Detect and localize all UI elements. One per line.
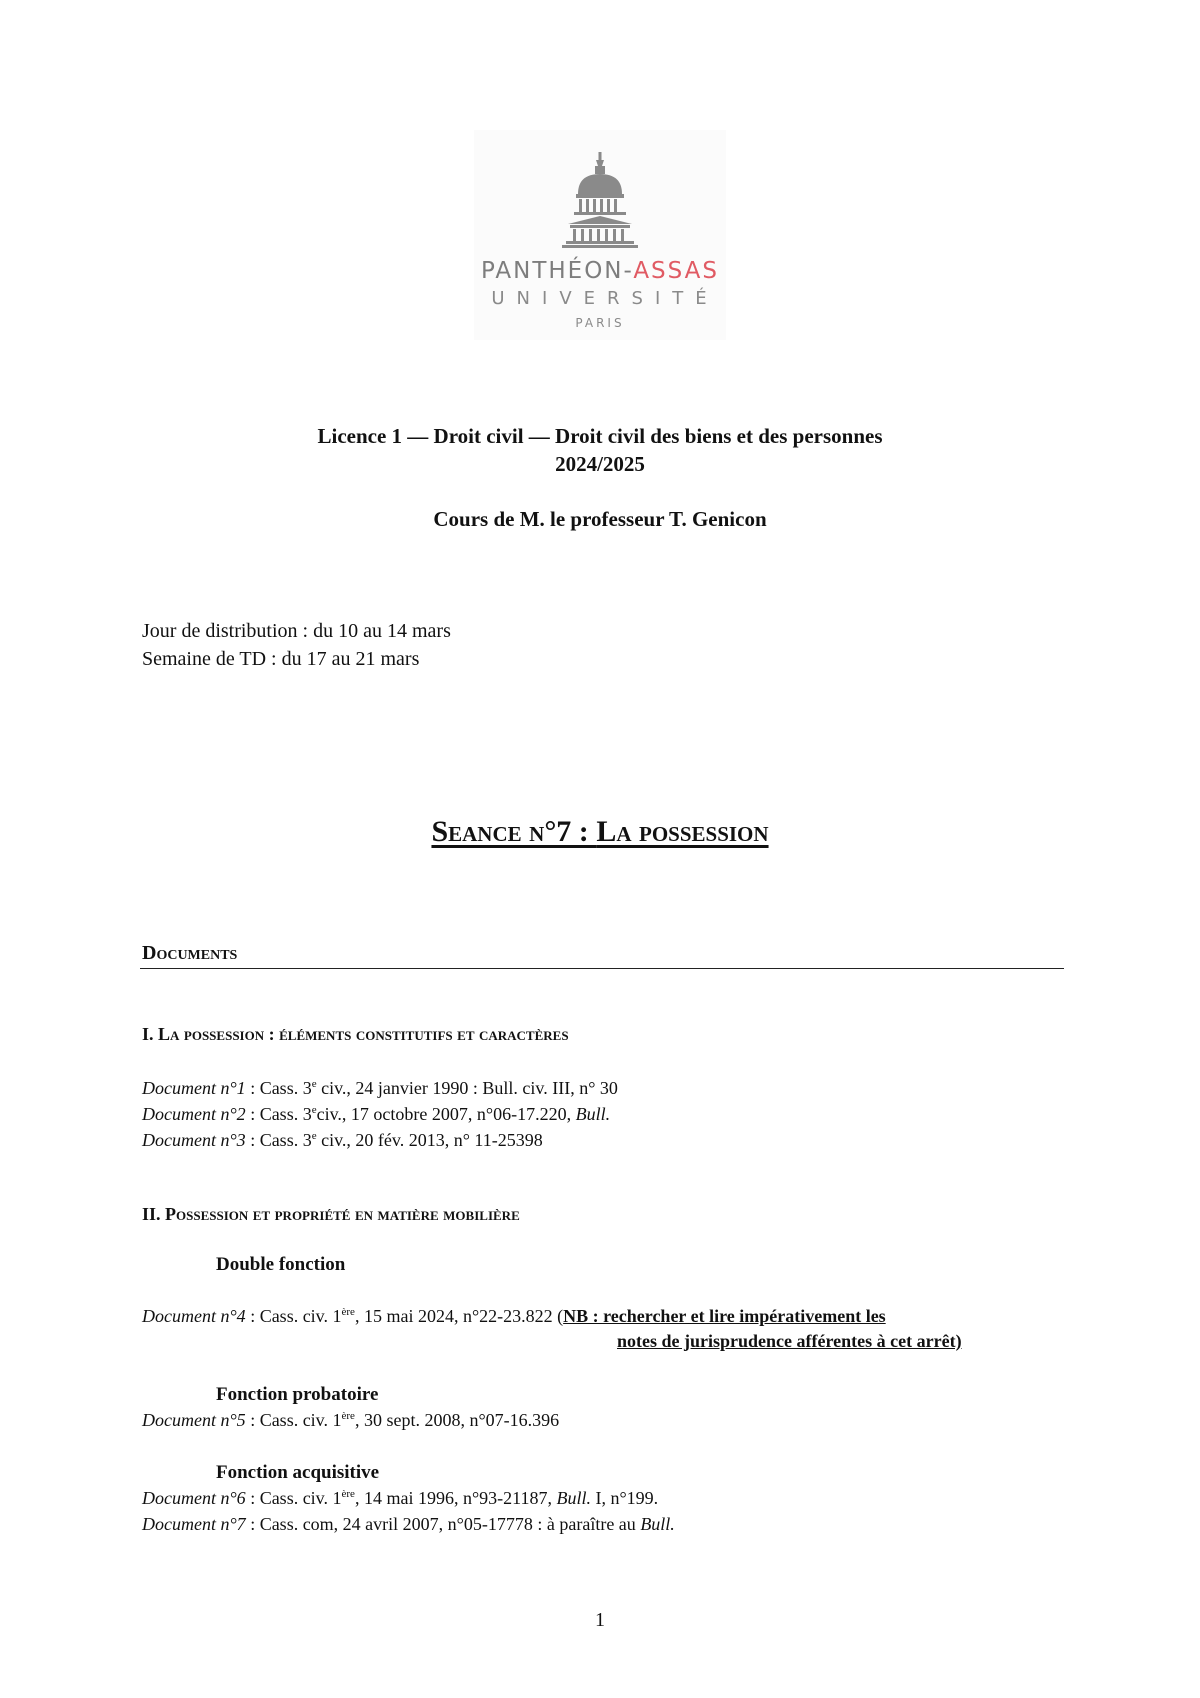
heading-divider (140, 968, 1064, 969)
pantheon-dome-icon (560, 152, 640, 248)
document-reference-tail: I, n°199. (590, 1488, 659, 1508)
university-logo (474, 130, 726, 340)
document-label: Document n°5 (142, 1410, 246, 1430)
document-3 (142, 1130, 543, 1151)
logo-wordmark-accent: ASSAS (633, 258, 720, 284)
document-text: : Cass. 3 (245, 1104, 312, 1124)
document-reference: civ., 20 fév. 2013, n° 11-25398 (316, 1130, 543, 1150)
session-title (0, 815, 1200, 849)
document-4 (142, 1306, 886, 1327)
document-text: : Cass. civ. 1 (245, 1410, 342, 1430)
logo-wordmark (474, 258, 726, 284)
document-reference: , 14 mai 1996, n°93-21187, (354, 1488, 557, 1508)
logo-university: UNIVERSITÉ (491, 288, 719, 309)
academic-year: 2024/2025 (555, 452, 645, 476)
document-label: Document n°6 (142, 1488, 246, 1508)
research-note-continued: notes de jurisprudence afférentes à cet arrêt) (617, 1331, 962, 1351)
logo-wordmark-main: PANTHÉON- (480, 258, 634, 284)
logo-city: PARIS (575, 316, 625, 330)
ordinal-sup: ère (341, 1306, 355, 1318)
document-2 (142, 1104, 610, 1125)
research-note: NB : rechercher et lire impérativement les (563, 1306, 886, 1326)
td-week: Semaine de TD : du 17 au 21 mars (142, 648, 420, 670)
document-7 (142, 1514, 675, 1535)
session-title-topic: La possession (596, 815, 769, 848)
document-reference: civ., 17 octobre 2007, n°06-17.220, (316, 1104, 576, 1124)
document-label: Document n°2 (142, 1104, 246, 1124)
session-title-number: Seance n°7 : (431, 815, 597, 848)
document-text: : Cass. civ. 1 (245, 1488, 342, 1508)
ordinal-sup: e (311, 1104, 317, 1116)
professor-line: Cours de M. le professeur T. Genicon (433, 507, 767, 531)
document-label: Document n°7 (142, 1514, 246, 1534)
subsection-double-fonction: Double fonction (216, 1254, 346, 1275)
document-text: : Cass. civ. 1 (245, 1306, 342, 1326)
document-text: : Cass. 3 (245, 1078, 312, 1098)
document-5 (142, 1410, 559, 1431)
section-2-title: II. Possession et propriété en matière mobilière (142, 1204, 520, 1224)
document-reference: civ., 24 janvier 1990 : Bull. civ. III, n° 30 (316, 1078, 618, 1098)
page-number: 1 (595, 1609, 605, 1631)
ordinal-sup: ère (341, 1488, 355, 1500)
ordinal-sup: ère (341, 1410, 355, 1422)
document-reference: , 15 mai 2024, n°22-23.822 ( (354, 1306, 564, 1326)
bulletin-abbrev: Bull. (556, 1488, 591, 1508)
document-1 (142, 1078, 618, 1099)
subsection-fonction-probatoire: Fonction probatoire (216, 1384, 379, 1405)
ordinal-sup: e (311, 1078, 317, 1090)
document-6 (142, 1488, 658, 1509)
bulletin-abbrev: Bull. (575, 1104, 611, 1124)
document-reference: , 30 sept. 2008, n°07-16.396 (354, 1410, 560, 1430)
document-label: Document n°3 (142, 1130, 246, 1150)
document-label: Document n°4 (142, 1306, 246, 1326)
document-text: : Cass. com, 24 avril 2007, n°05-17778 : à paraître au (245, 1514, 641, 1534)
distribution-date: Jour de distribution : du 10 au 14 mars (142, 620, 451, 642)
ordinal-sup: e (311, 1130, 317, 1142)
course-title: Licence 1 — Droit civil — Droit civil des biens et des personnes (317, 424, 883, 448)
documents-heading: Documents (142, 942, 238, 964)
document-text: : Cass. 3 (245, 1130, 312, 1150)
section-1-title: I. La possession : éléments constitutifs et caractères (142, 1024, 569, 1044)
document-label: Document n°1 (142, 1078, 246, 1098)
bulletin-abbrev: Bull. (640, 1514, 675, 1534)
subsection-fonction-acquisitive: Fonction acquisitive (216, 1462, 380, 1483)
